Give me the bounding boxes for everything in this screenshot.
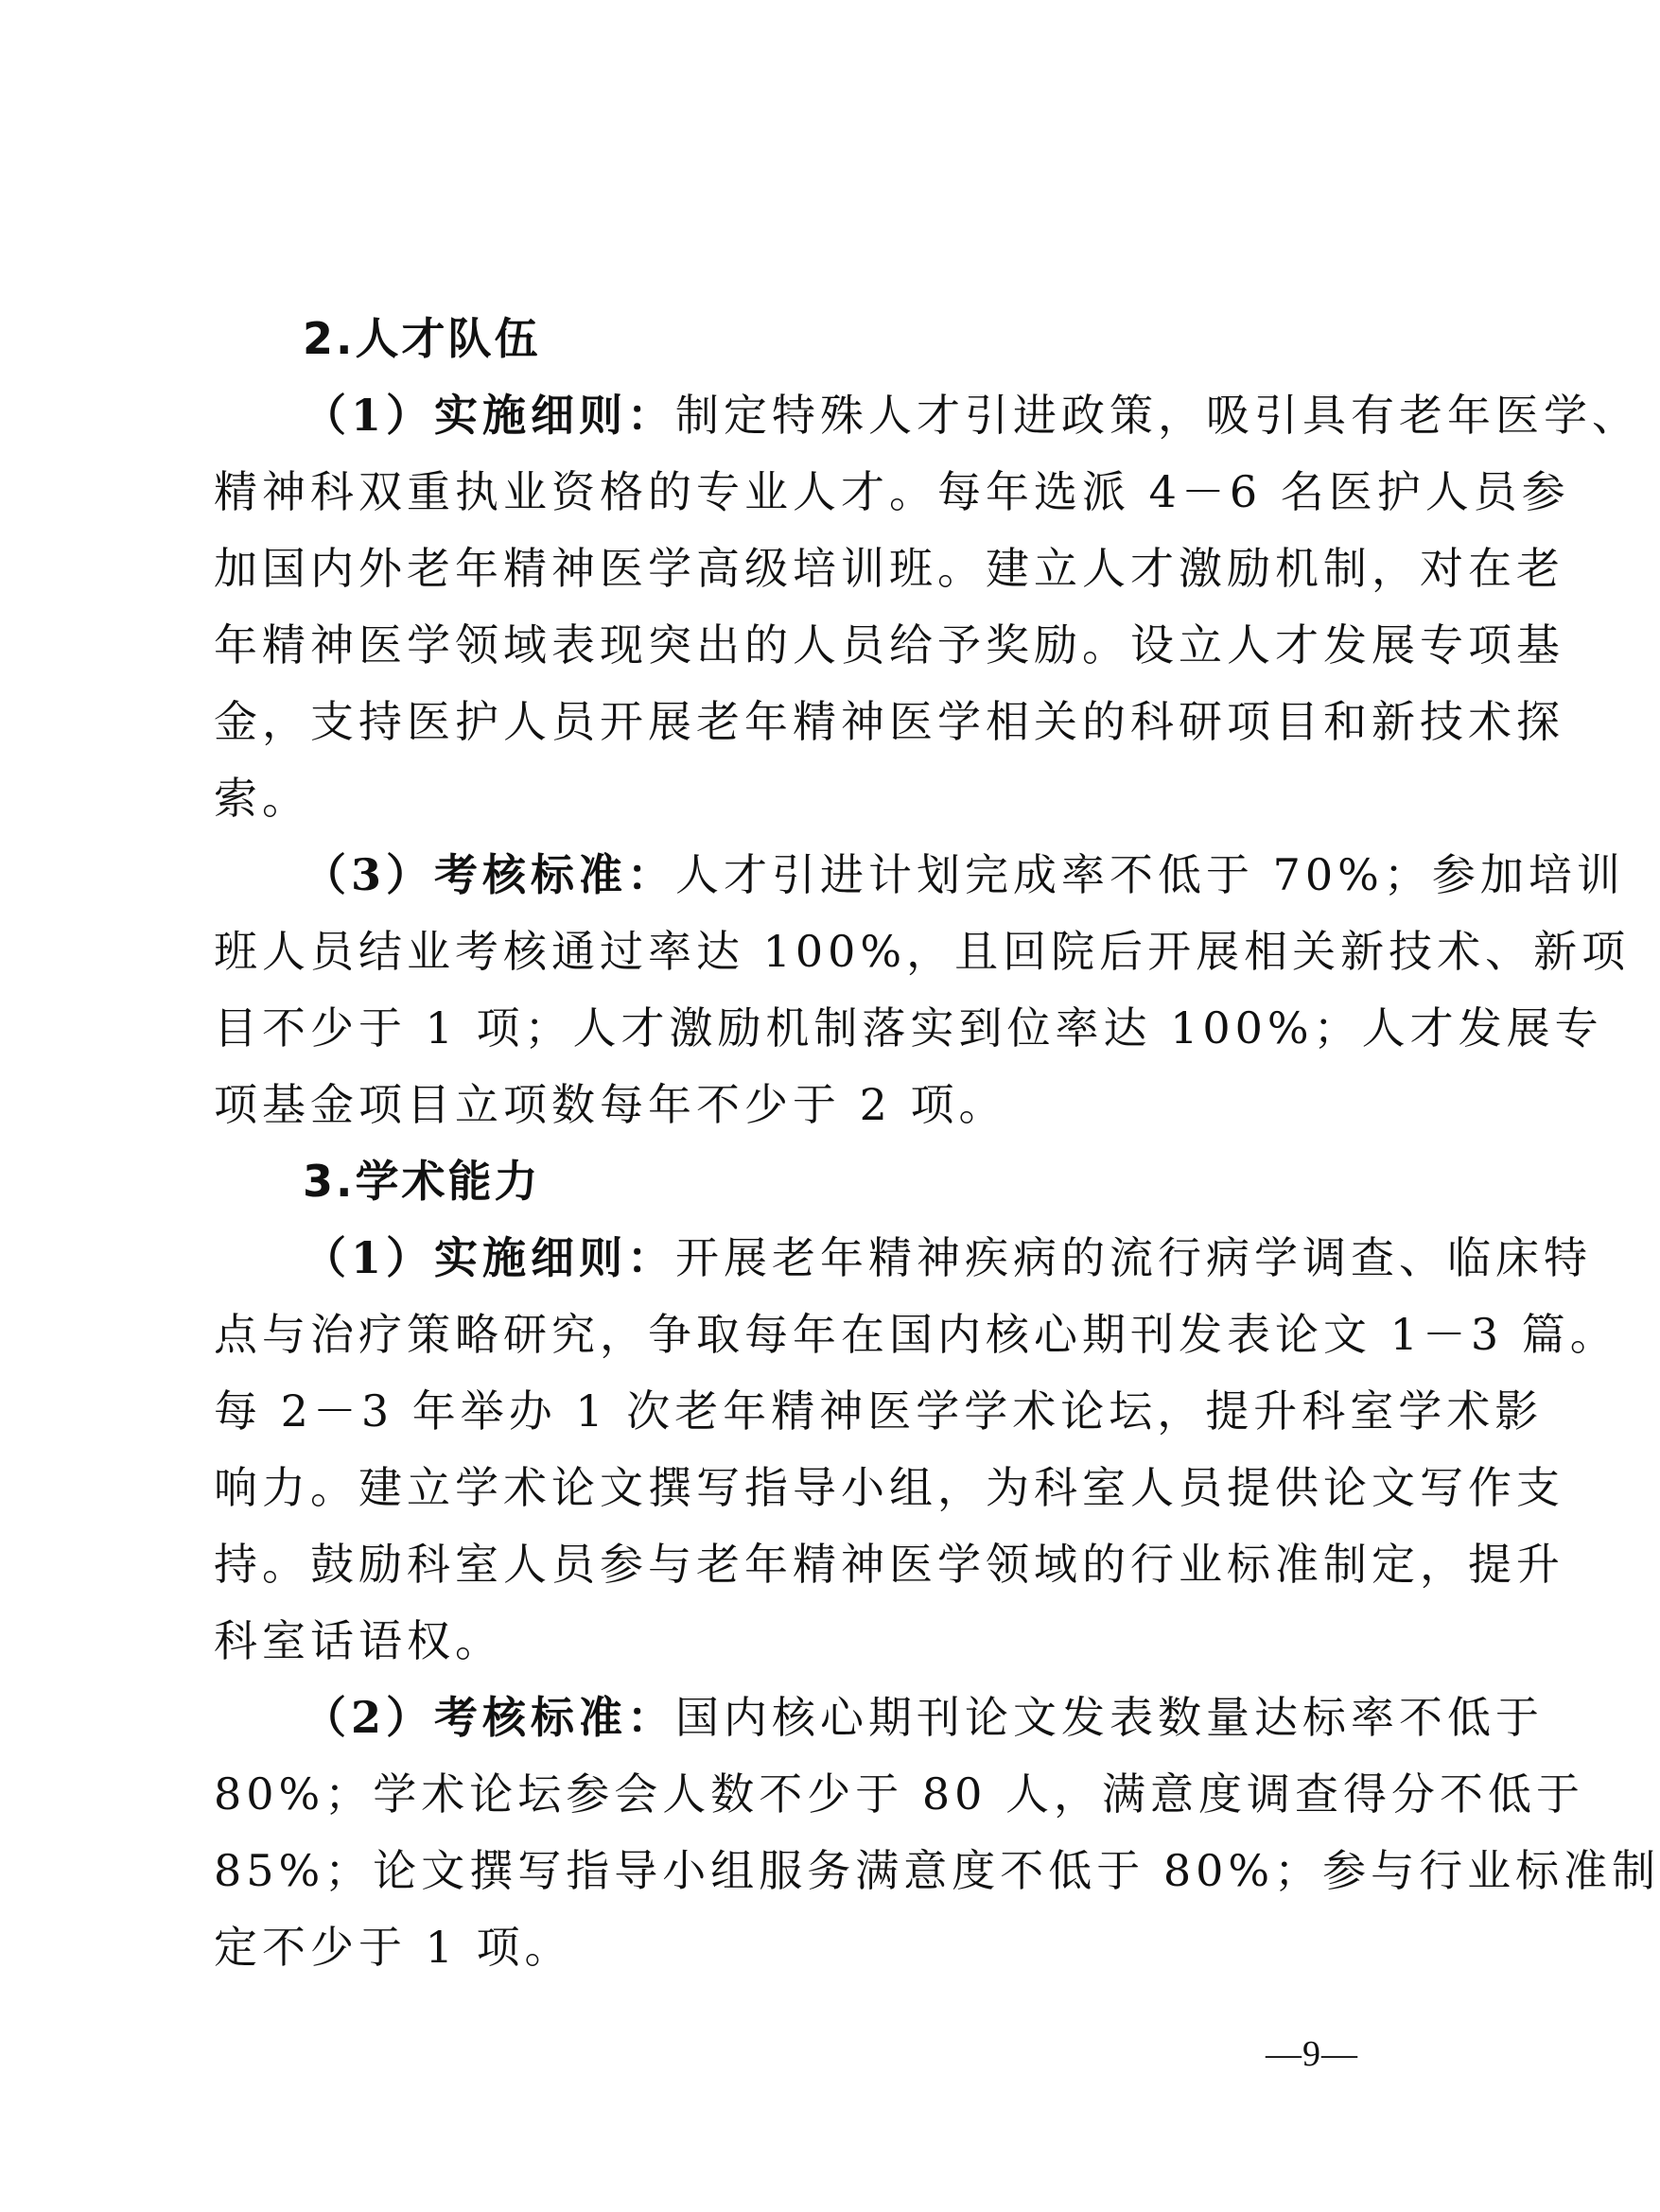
paragraph-line: 定不少于 1 项。	[214, 1922, 573, 1973]
paragraph-line: 金，支持医护人员开展老年精神医学相关的科研项目和新技术探	[214, 696, 1564, 747]
paragraph-line: 项基金项目立项数每年不少于 2 项。	[214, 1079, 1007, 1130]
paragraph-text: 制定特殊人才引进政策，吸引具有老年医学、	[675, 390, 1641, 441]
paragraph-line: 响力。建立学术论文撰写指导小组，为科室人员提供论文写作支	[214, 1462, 1564, 1513]
section-heading: 2.人才队伍	[303, 313, 541, 364]
paragraph-text: 国内核心期刊论文发表数量达标率不低于	[675, 1692, 1545, 1743]
paragraph-first-line	[214, 837, 1625, 914]
paragraph-label: （3）考核标准：	[303, 849, 676, 900]
paragraph-line: 持。鼓励科室人员参与老年精神医学领域的行业标准制定，提升	[214, 1539, 1564, 1590]
paragraph-first-line	[214, 1220, 1593, 1297]
paragraph-label: （2）考核标准：	[303, 1692, 676, 1743]
paragraph-line: 每 2－3 年举办 1 次老年精神医学学术论坛，提升科室学术影	[214, 1385, 1544, 1437]
paragraph-line: 80%；学术论坛参会人数不少于 80 人，满意度调查得分不低于	[214, 1768, 1585, 1820]
section-heading: 3.学术能力	[303, 1156, 541, 1207]
paragraph-line: 目不少于 1 项；人才激励机制落实到位率达 100%；人才发展专	[214, 1002, 1603, 1054]
paragraph-line: 85%；论文撰写指导小组服务满意度不低于 80%；参与行业标准制	[214, 1845, 1660, 1896]
paragraph-first-line	[214, 377, 1641, 454]
page-number: —9—	[1266, 2034, 1358, 2074]
paragraph-line: 加国内外老年精神医学高级培训班。建立人才激励机制，对在老	[214, 543, 1564, 594]
paragraph-line: 点与治疗策略研究，争取每年在国内核心期刊发表论文 1－3 篇。	[214, 1309, 1618, 1360]
document-body	[214, 301, 1660, 1986]
paragraph-line: 班人员结业考核通过率达 100%，且回院后开展相关新技术、新项	[214, 926, 1631, 977]
paragraph-line: 索。	[214, 773, 310, 824]
paragraph-text: 人才引进计划完成率不低于 70%；参加培训	[675, 849, 1625, 900]
paragraph-label: （1）实施细则：	[303, 390, 676, 441]
paragraph-line: 科室话语权。	[214, 1615, 503, 1666]
paragraph-first-line	[214, 1680, 1545, 1756]
paragraph-label: （1）实施细则：	[303, 1232, 676, 1283]
paragraph-text: 开展老年精神疾病的流行病学调查、临床特	[675, 1232, 1593, 1283]
paragraph-line: 精神科双重执业资格的专业人才。每年选派 4－6 名医护人员参	[214, 466, 1570, 517]
paragraph-line: 年精神医学领域表现突出的人员给予奖励。设立人才发展专项基	[214, 619, 1564, 671]
